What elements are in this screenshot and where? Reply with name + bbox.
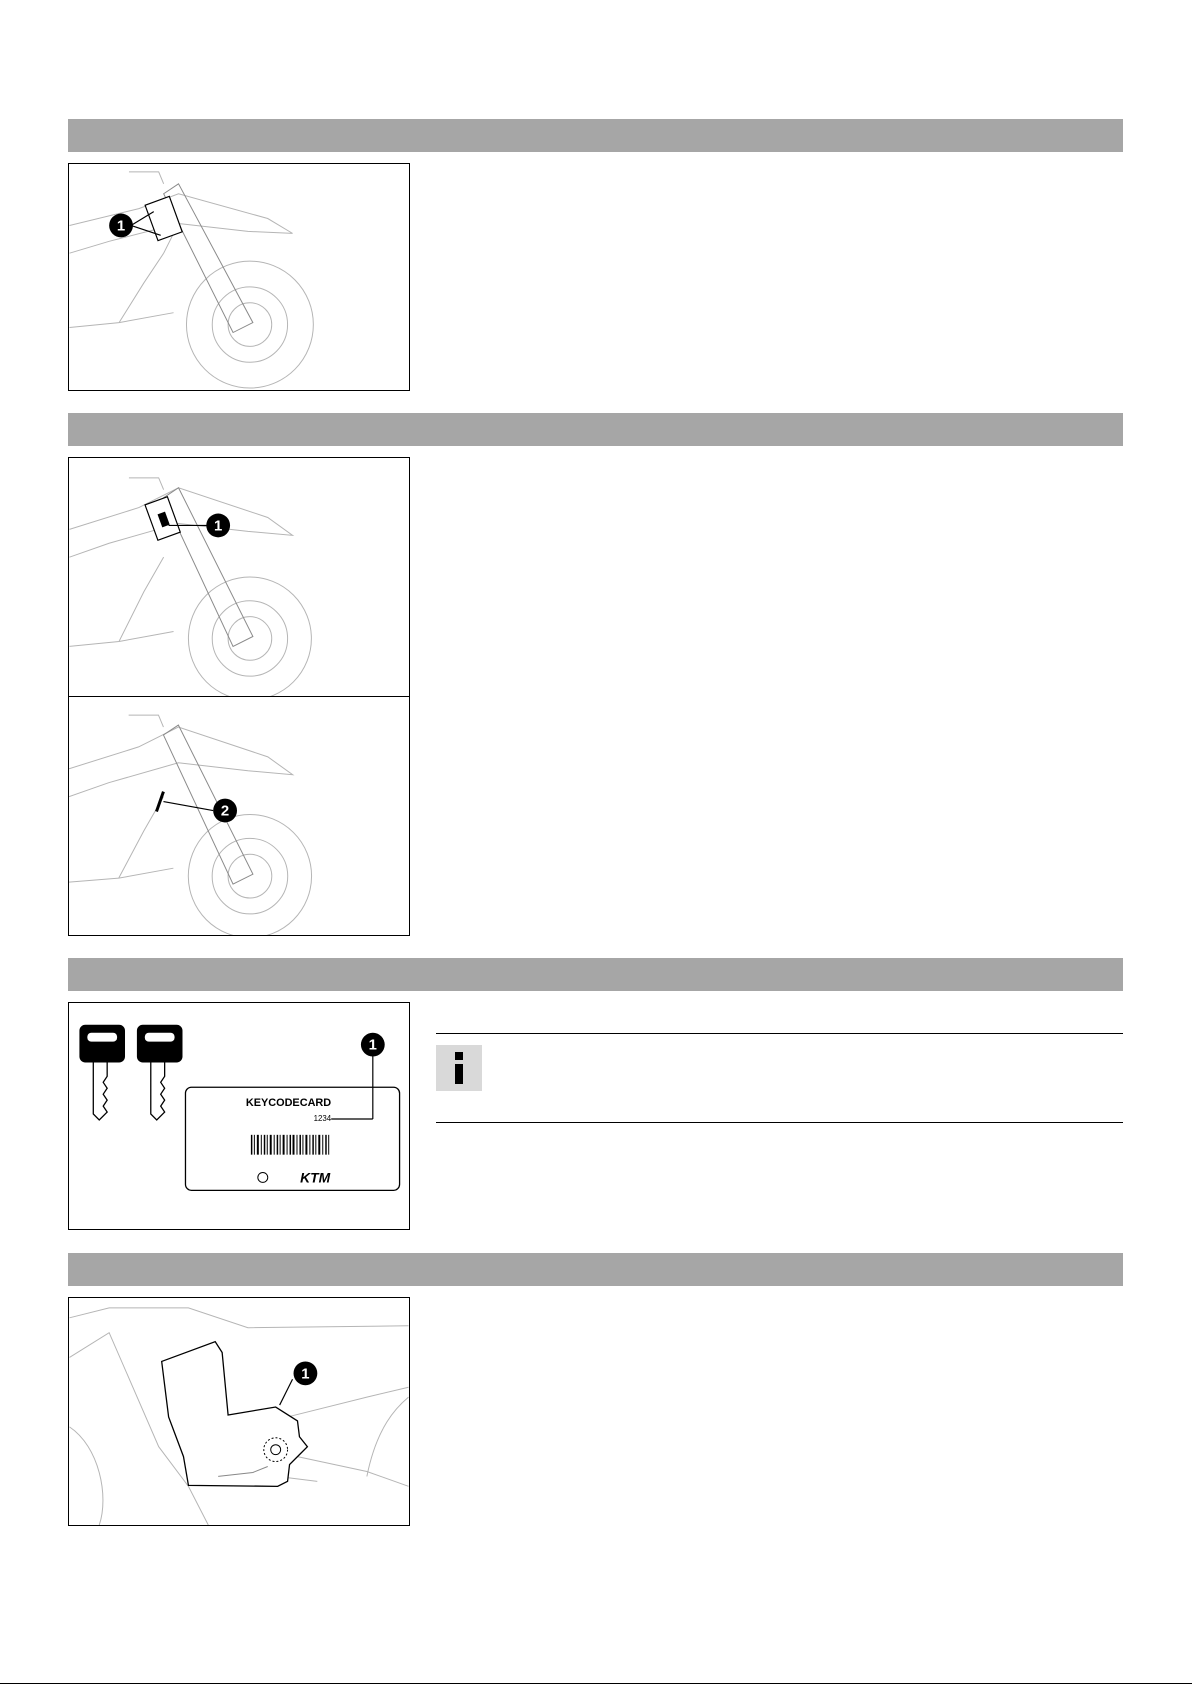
section-header-bar-1: [68, 119, 1123, 152]
figure-frame-number-bottom: [68, 697, 410, 936]
key-icon: [79, 1025, 125, 1120]
callout-number: 1: [116, 218, 126, 235]
figure-type-label-location: [68, 163, 410, 391]
section-header-bar-4: [68, 1253, 1123, 1286]
note-top-rule: [436, 1033, 1123, 1034]
engine-casing: [162, 1342, 308, 1487]
callout-number: 1: [301, 1366, 310, 1383]
figure-frame-number-top: [68, 457, 410, 697]
note-bottom-rule: [436, 1122, 1123, 1123]
key-card-code: 1234: [313, 1113, 332, 1123]
callout-number: 2: [220, 803, 230, 820]
figure-engine-number: [68, 1297, 410, 1526]
callout-number: 1: [214, 518, 223, 535]
section-header-bar-2: [68, 413, 1123, 446]
callout-number: 1: [368, 1037, 377, 1054]
key-card-title: KEYCODECARD: [245, 1097, 332, 1110]
section-header-bar-3: [68, 958, 1123, 991]
info-icon: [436, 1045, 482, 1091]
ktm-logo: KTM: [300, 1169, 331, 1186]
figure-key-code-card: [68, 1002, 410, 1230]
key-icon: [137, 1025, 183, 1120]
footer-rule: [0, 1683, 1192, 1684]
